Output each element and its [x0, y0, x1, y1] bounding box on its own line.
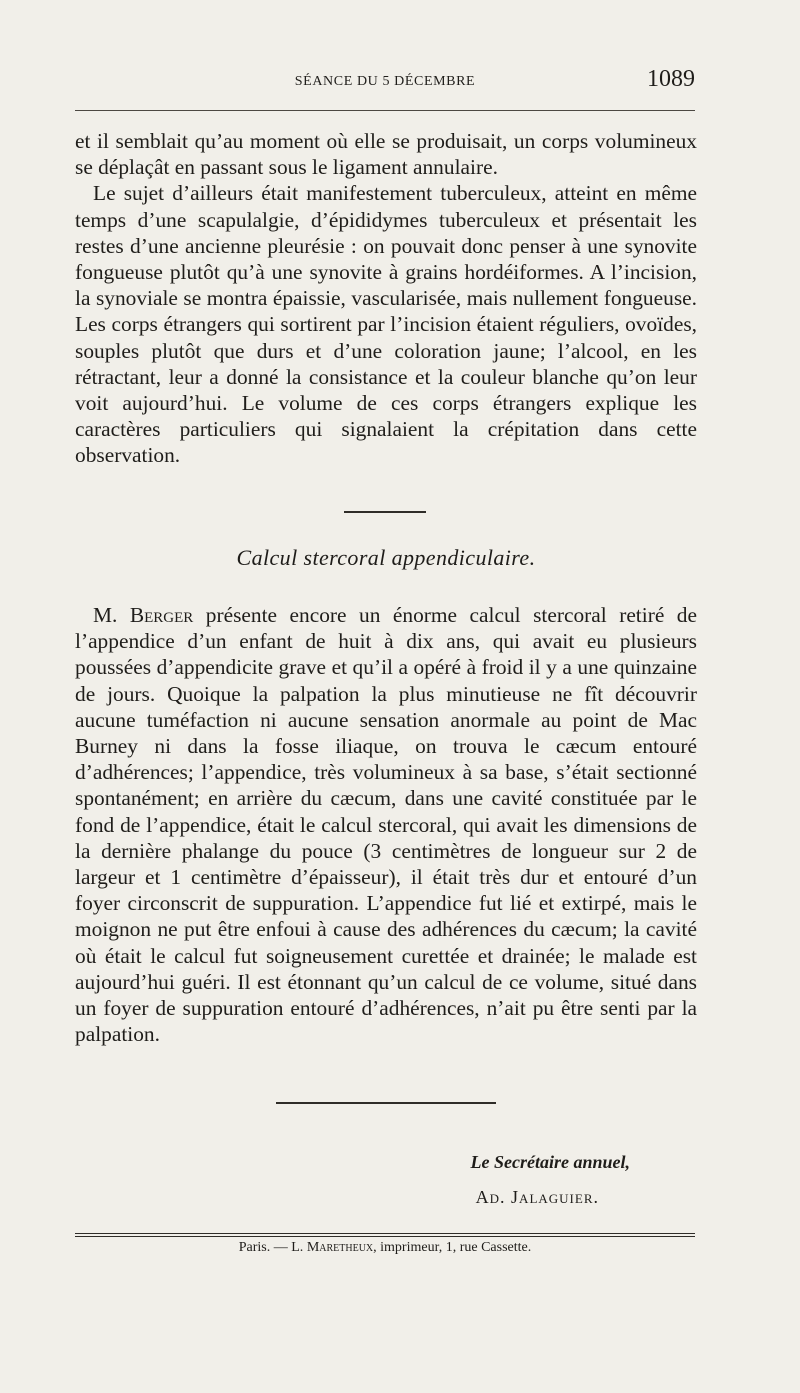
- paragraph-continuation: et il semblait qu’au moment où elle se produisait, un corps volumineux se déplaçât en passant sous le ligament annulaire.: [75, 129, 697, 180]
- footer-printer-name: Maretheux: [306, 1240, 374, 1255]
- paragraph-calcul-text: présente encore un énorme calcul stercoral retiré de l’appendice d’un enfant de huit à dix ans, qui avait eu plusieurs poussées d’appendicite grave et qu’il a opéré à froid il y a une quinzaine de jours. Quoique la palpation la plus minutieuse ne fît découvrir aucune tuméfaction ni aucune sensation anormale au point de Mac Burney ni dans la fosse iliaque, on trouva le cæcum entouré d’adhérences; l’appendice, très volumineux à sa base, s’était sectionné spontanément; en arrière du cæcum, dans une cavité constituée par le fond de l’appendice, était le calcul stercoral, qui avait les dimensions de la dernière phalange du pouce (3 centimètres de longueur sur 2 de largeur et 1 centimètre d’épaisseur), il était très dur et entouré d’un foyer circonscrit de suppuration. L’appendice fut lié et extirpé, mais le moignon ne put être enfoui à cause des adhérences du cæcum; la cavité où était le calcul fut soigneusement curettée et drainée; le malade est aujourd’hui guéri. Il est étonnant qu’un calcul de ce volume, situé dans un foyer de suppuration entouré d’adhérences, n’ait pu être senti par la palpation.: [75, 603, 697, 1047]
- footer-rule-top: [75, 1233, 695, 1234]
- paragraph-tuberculosis: Le sujet d’ailleurs était manifestement tuberculeux, atteint en même temps d’une scapulalgie, d’épididymes tuberculeux et présentait les restes d’une ancienne pleurésie : on pouvait donc penser à une synovite fongueuse plutôt qu’à une synovite à grains hordéiformes. A l’incision, la synoviale se montra épaissie, vascularisée, mais nullement fongueuse. Les corps étrangers qui sortirent par l’incision étaient réguliers, ovoïdes, souples plutôt que durs et d’une coloration jaune; l’alcool, en les rétractant, leur a donné la consistance et la couleur blanche qu’on leur voit aujourd’hui. Le volume de ces corps étrangers explique les caractères particuliers qui signalaient la crépitation dans cette observation.: [75, 181, 697, 468]
- signature-role: Le Secrétaire annuel,: [470, 1152, 630, 1172]
- signature-initial: Ad.: [475, 1187, 512, 1207]
- body-text: [75, 128, 697, 469]
- section-separator: [344, 511, 426, 513]
- paragraph-calcul: [75, 602, 697, 1047]
- signature-surname: Jalaguier.: [511, 1187, 599, 1207]
- speaker-name: Berger: [129, 603, 194, 627]
- running-head: SÉANCE DU 5 DÉCEMBRE: [294, 74, 476, 89]
- footer-rule-bottom: [75, 1236, 695, 1237]
- page-number: 1089: [647, 66, 695, 92]
- footer-address: , imprimeur, 1, rue Cassette.: [373, 1240, 532, 1255]
- page-header: [75, 62, 695, 98]
- section-title: Calcul stercoral appendiculaire.: [236, 545, 536, 570]
- printer-footer: [75, 1240, 695, 1256]
- footer-city: Paris. — L.: [238, 1240, 307, 1255]
- header-rule: [75, 110, 695, 111]
- section-body: [75, 602, 697, 1047]
- closing-separator: [276, 1102, 496, 1104]
- signature-name: [476, 1187, 599, 1208]
- speaker-prefix: M.: [93, 603, 130, 627]
